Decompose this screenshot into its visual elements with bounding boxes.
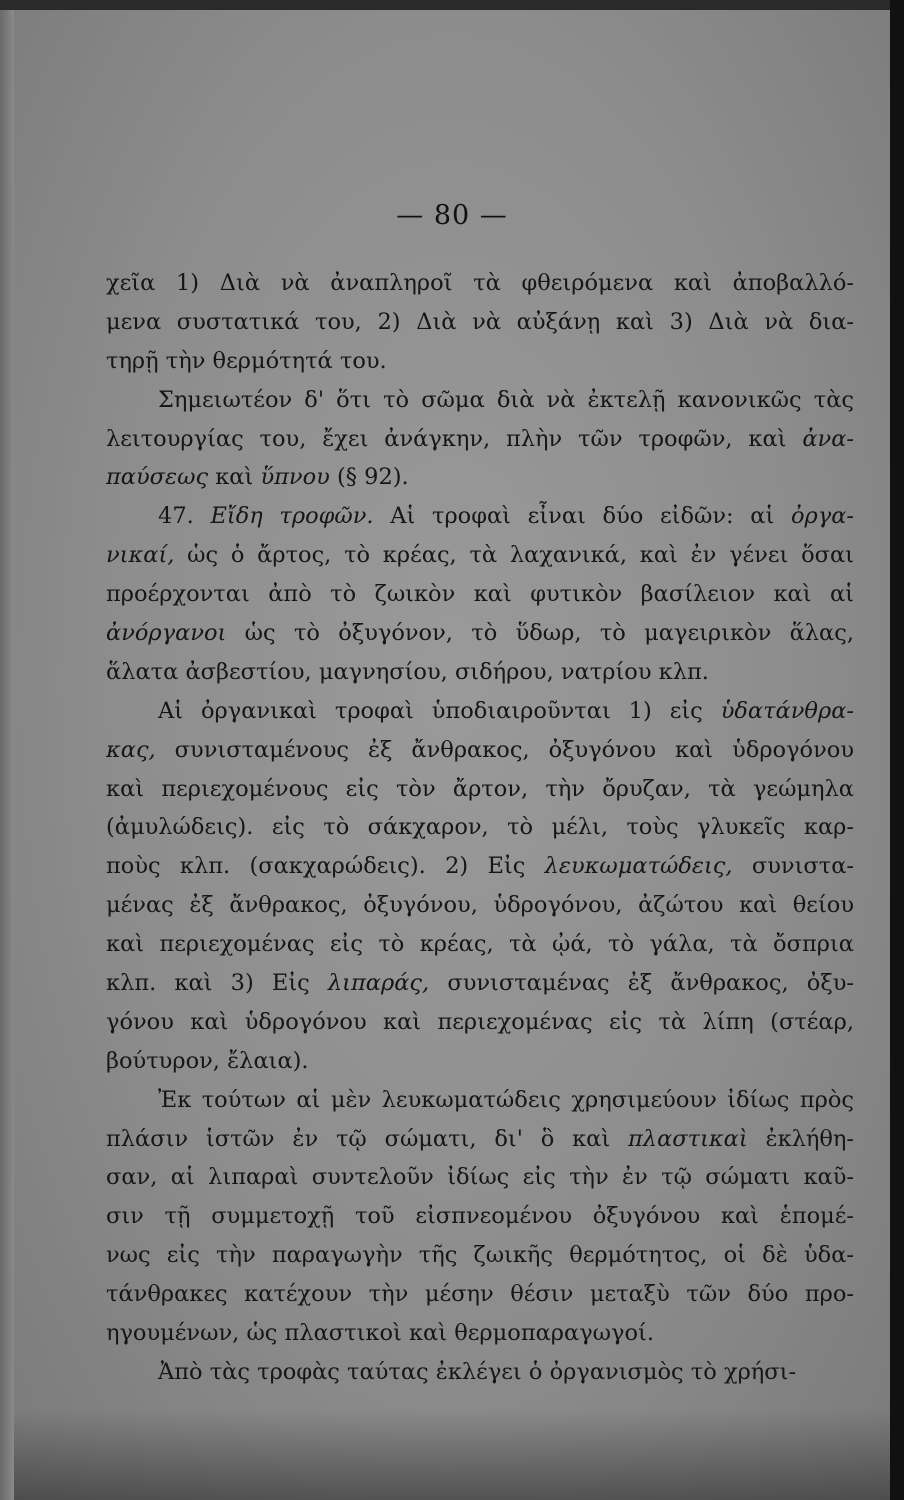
text-line: [106, 536, 854, 575]
text-segment: λειτουργίας του, ἔχει ἀνάγκην, πλὴν τῶν τροφῶν, καὶ: [106, 425, 803, 452]
text-line: [106, 1353, 854, 1392]
page-right-edge: [890, 0, 904, 1500]
text-segment: Αἱ τροφαὶ εἶναι δύο εἰδῶν: αἱ: [373, 503, 791, 530]
text-line: [106, 381, 854, 420]
text-line: [106, 458, 854, 497]
text-segment: συνιστα-: [732, 853, 854, 880]
text-line: [106, 303, 854, 342]
text-segment: ὡς ὁ ἄρτος, τὸ κρέας, τὰ λαχανικά, καὶ ἐν γένει ὅσαι: [174, 542, 854, 569]
text-segment: Ἀπὸ τὰς τροφὰς ταύτας ἐκλέγει ὁ ὀργανισμὸς τὸ χρήσι-: [158, 1358, 797, 1385]
italic-term: ἀνα-: [802, 425, 854, 452]
book-page: [14, 10, 890, 1500]
page-left-edge: [0, 10, 14, 1500]
text-segment: προέρχονται ἀπὸ τὸ ζωικὸν καὶ φυτικὸν βασίλειον καὶ αἱ: [106, 581, 854, 608]
text-segment: Αἱ ὀργανικαὶ τροφαὶ ὑποδιαιροῦνται 1) εἰς: [158, 697, 721, 724]
text-line: [106, 264, 854, 303]
italic-term: παύσεως: [106, 464, 209, 491]
text-line: [106, 1158, 854, 1197]
text-line: [106, 420, 854, 459]
text-segment: καὶ: [208, 464, 261, 491]
text-line: [106, 342, 854, 381]
text-segment: καὶ περιεχομένας εἰς τὸ κρέας, τὰ ᾠά, τὸ γάλα, τὰ ὄσπρια: [106, 931, 854, 958]
italic-term: νικαί,: [106, 542, 175, 569]
text-segment: γόνου καὶ ὑδρογόνου καὶ περιεχομένας εἰς τὰ λίπη (στέαρ,: [106, 1008, 854, 1035]
text-line: [106, 1081, 854, 1120]
italic-term: πλαστικαὶ: [628, 1125, 748, 1152]
text-line: [106, 1003, 854, 1042]
text-segment: συνισταμένους ἐξ ἄνθρακος, ὀξυγόνου καὶ ὑδρογόνου: [155, 736, 854, 763]
italic-term: λιπαράς,: [327, 970, 430, 997]
text-line: [106, 808, 854, 847]
text-line: [106, 847, 854, 886]
text-segment: ἅλατα ἀσβεστίου, μαγνησίου, σιδήρου, νατρίου κλπ.: [106, 658, 709, 685]
text-segment: καὶ περιεχομένους εἰς τὸν ἄρτον, τὴν ὄρυζαν, τὰ γεώμηλα: [106, 775, 854, 802]
italic-term: κας,: [106, 736, 156, 763]
italic-term: λευκωματώδεις,: [544, 853, 733, 880]
text-line: [106, 925, 854, 964]
text-line: [106, 731, 854, 770]
text-segment: ηγουμένων, ὡς πλαστικοὶ καὶ θερμοπαραγωγοί.: [106, 1320, 654, 1347]
italic-term: ὀργα-: [790, 503, 855, 530]
text-line: [106, 1197, 854, 1236]
text-line: [106, 1120, 854, 1159]
text-segment: νως εἰς τὴν παραγωγὴν τῆς ζωικῆς θερμότητος, οἱ δὲ ὑδα-: [106, 1242, 854, 1269]
text-line: [106, 1236, 854, 1275]
text-line: [106, 964, 854, 1003]
text-line: [106, 497, 854, 536]
text-segment: χεῖα 1) Διὰ νὰ ἀναπληροῖ τὰ φθειρόμενα καὶ ἀποβαλλό-: [106, 270, 854, 296]
italic-term: ἀνόργανοι: [106, 620, 227, 647]
page-body-text: [106, 264, 854, 1392]
text-segment: 47.: [158, 503, 211, 530]
text-segment: ποὺς κλπ. (σακχαρώδεις). 2) Εἰς: [106, 853, 545, 880]
text-segment: (§ 92).: [329, 464, 409, 491]
page-number: — 80 —: [396, 200, 508, 231]
text-line: [106, 692, 854, 731]
text-line: [106, 1275, 854, 1314]
text-segment: ὡς τὸ ὀξυγόνον, τὸ ὕδωρ, τὸ μαγειρικὸν ἅλας,: [226, 620, 854, 647]
text-segment: κλπ. καὶ 3) Εἰς: [106, 970, 328, 997]
text-segment: Σημειωτέον δ' ὅτι τὸ σῶμα διὰ νὰ ἐκτελῇ κανονικῶς τὰς: [158, 386, 854, 413]
text-line: [106, 1314, 854, 1353]
text-segment: Ἐκ τούτων αἱ μὲν λευκωματώδεις χρησιμεύουν ἰδίως πρὸς: [158, 1086, 854, 1113]
text-segment: ἐκλήθη-: [747, 1125, 854, 1152]
page-bottom-shadow: [14, 1410, 890, 1500]
italic-term: Εἴδη τροφῶν.: [210, 503, 374, 530]
text-segment: βούτυρον, ἔλαια).: [106, 1047, 309, 1074]
text-line: [106, 653, 854, 692]
text-segment: πλάσιν ἱστῶν ἐν τῷ σώματι, δι' ὃ καὶ: [106, 1125, 629, 1152]
italic-term: ὕπνου: [260, 464, 330, 491]
text-segment: σιν τῇ συμμετοχῇ τοῦ εἰσπνεομένου ὀξυγόνου καὶ ἑπομέ-: [106, 1203, 854, 1230]
text-line: [106, 770, 854, 809]
text-segment: μενα συστατικά του, 2) Διὰ νὰ αὐξάνῃ καὶ 3) Διὰ νὰ δια-: [106, 308, 854, 335]
text-segment: τηρῇ τὴν θερμότητά του.: [106, 347, 387, 374]
text-segment: (ἀμυλώδεις). εἰς τὸ σάκχαρον, τὸ μέλι, τοὺς γλυκεῖς καρ-: [106, 814, 854, 841]
text-segment: τάνθρακες κατέχουν τὴν μέσην θέσιν μεταξὺ τῶν δύο προ-: [106, 1281, 854, 1308]
text-line: [106, 575, 854, 614]
text-line: [106, 1042, 854, 1081]
italic-term: ὑδατάνθρα-: [720, 697, 854, 724]
text-line: [106, 886, 854, 925]
text-segment: σαν, αἱ λιπαραὶ συντελοῦν ἰδίως εἰς τὴν ἐν τῷ σώματι καῦ-: [106, 1164, 854, 1191]
text-segment: συνισταμένας ἐξ ἄνθρακος, ὀξυ-: [429, 970, 854, 997]
text-line: [106, 614, 854, 653]
text-segment: μένας ἐξ ἄνθρακος, ὀξυγόνου, ὑδρογόνου, ἀζώτου καὶ θείου: [106, 892, 854, 919]
